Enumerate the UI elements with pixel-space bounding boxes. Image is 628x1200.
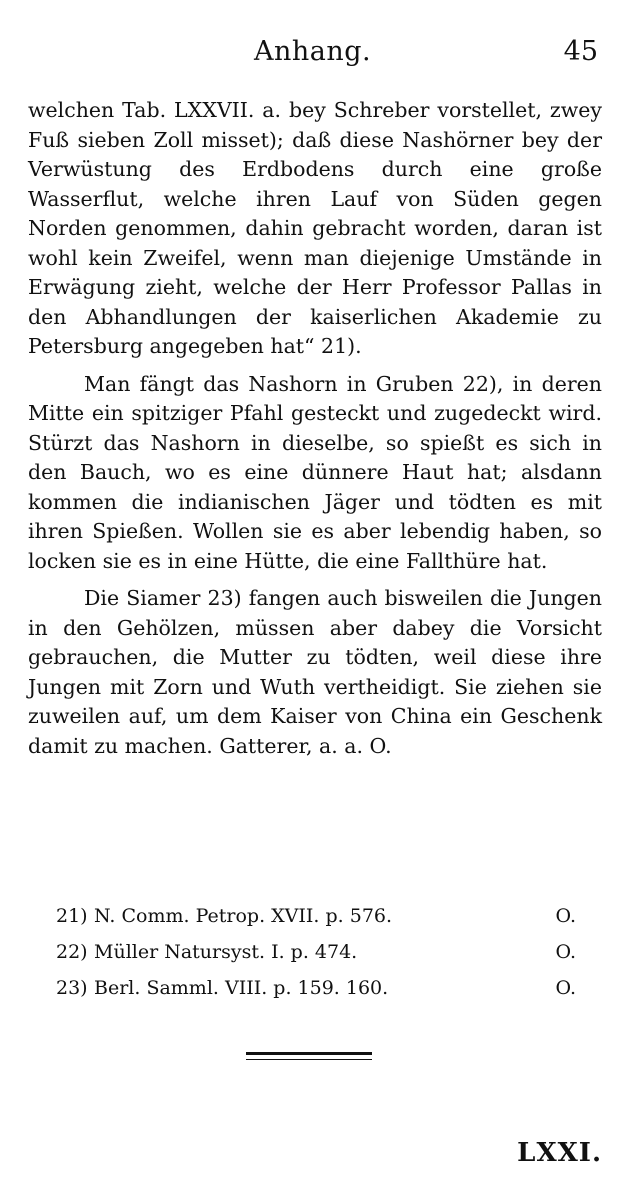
footnote (56, 934, 576, 970)
divider (246, 1059, 372, 1060)
signature-mark: LXXI. (517, 1138, 602, 1168)
footnote-number: 21) (56, 905, 88, 927)
paragraph: Die Siamer 23) fangen auch bisweilen die Jungen in den Gehölzen, müssen aber dabey die Vorsicht gebrauchen, die Mutter zu tödten, weil diese ihre Jungen mit Zorn und Wuth vertheidigt. Sie ziehen sie zuweilen auf, um dem Kaiser von China ein Geschenk damit zu machen. Gatterer, a. a. O. (28, 586, 602, 758)
footnote-sign: O. (555, 941, 576, 963)
footnote (56, 898, 576, 934)
footnote-text: Berl. Samml. VIII. p. 159. 160. (94, 977, 389, 999)
running-head-title: Anhang. (254, 36, 372, 67)
footnote-number: 23) (56, 977, 88, 999)
paragraph: welchen Tab. LXXVII. a. bey Schreber vorstellet, zwey Fuß sieben Zoll misset); daß diese Nashörner bey der Verwüstung des Erdbodens durch eine große Wasserflut, welche ihren Lauf von Süden gegen Norden genommen, dahin gebracht worden, daran ist wohl kein Zweifel, wenn man diejenige Umstände in Erwägung zieht, welche der Herr Professor Pallas in den Abhandlungen der kaiserlichen Akademie zu Petersburg angegeben hat“ 21). (28, 98, 602, 358)
footnote-sign: O. (555, 905, 576, 927)
footnote (56, 970, 576, 1006)
page-number: 45 (563, 36, 598, 67)
paragraph: Man fängt das Nashorn in Gruben 22), in deren Mitte ein spitziger Pfahl gesteckt und zugedeckt wird. Stürzt das Nashorn in dieselbe, so spießt es sich in den Bauch, wo es eine dünnere Haut hat; alsdann kommen die indianischen Jäger und tödten es mit ihren Spießen. Wollen sie es aber lebendig haben, so locken sie es in eine Hütte, die eine Fallthüre hat. (28, 371, 602, 573)
footnote-sign: O. (555, 977, 576, 999)
footnote-number: 22) (56, 941, 88, 963)
footnotes (56, 898, 576, 1006)
footnote-text: N. Comm. Petrop. XVII. p. 576. (94, 905, 393, 927)
end-rule (246, 1052, 372, 1064)
main-text (28, 96, 602, 769)
divider (246, 1052, 372, 1055)
footnote-text: Müller Natursyst. I. p. 474. (94, 941, 358, 963)
running-head (0, 36, 628, 76)
